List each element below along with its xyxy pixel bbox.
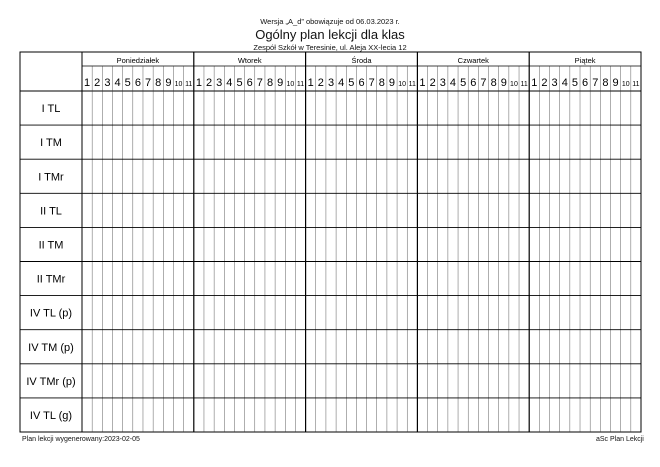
period-number: 9 [165,77,172,89]
day-label: Czwartek [457,56,489,65]
period-number: 5 [124,77,131,89]
period-number: 5 [236,77,243,89]
period-number: 9 [277,77,284,89]
period-number: 6 [470,77,477,89]
period-number: 8 [378,77,385,89]
period-number: 8 [155,77,162,89]
class-label: II TMr [36,273,66,286]
period-number: 9 [388,77,396,89]
period-number: 10 [621,81,630,88]
period-number: 2 [541,77,548,89]
period-number: 2 [94,77,101,89]
class-label: IV TM (p) [28,341,74,354]
class-label: IV TL (p) [29,307,73,320]
period-number: 8 [266,77,274,89]
period-number: 11 [408,81,416,88]
period-number: 6 [582,77,589,89]
generated-date: Plan lekcji wygenerowany:2023-02-05 [22,436,140,443]
period-number: 3 [104,77,111,89]
period-number: 1 [531,77,538,89]
class-label: II TL [40,205,62,218]
period-number: 5 [571,77,578,89]
day-label: Poniedziałek [116,56,160,65]
period-number: 1 [195,77,202,89]
app-name: aSc Plan Lekcji [596,436,644,443]
period-number: 10 [286,81,295,88]
period-number: 3 [216,77,223,89]
day-label: Środa [351,56,372,65]
period-number: 1 [419,77,426,89]
period-number: 3 [439,77,446,89]
period-number: 4 [226,77,233,89]
period-number: 8 [602,77,609,89]
period-number: 2 [429,77,436,89]
period-number: 2 [205,77,213,89]
period-number: 7 [256,77,263,89]
school-name: Zespół Szkół w Teresinie, ul. Aleja XX-lecia 12 [253,43,407,52]
period-number: 11 [520,81,528,88]
period-number: 8 [490,77,497,89]
period-number: 6 [358,77,365,89]
period-number: 3 [551,77,558,89]
grid-border [20,52,641,432]
period-number: 4 [338,77,345,89]
class-label: I TM [40,137,62,150]
day-label: Wtorek [237,56,262,65]
period-number: 3 [327,77,335,89]
class-label: IV TL (g) [29,409,73,422]
period-number: 4 [561,77,568,89]
class-label: I TL [41,103,61,116]
period-number: 10 [510,81,518,88]
period-number: 7 [480,77,487,89]
period-number: 11 [185,81,193,88]
class-label: II TM [38,239,64,252]
period-number: 1 [84,77,91,89]
period-number: 7 [368,77,375,89]
page-title: Ogólny plan lekcji dla klas [255,27,405,42]
day-label: Piątek [574,56,596,65]
period-number: 2 [317,77,324,89]
period-number: 6 [134,77,141,89]
period-number: 5 [348,77,355,89]
period-number: 7 [145,77,152,89]
period-number: 11 [296,81,305,88]
period-number: 1 [307,77,314,89]
period-number: 6 [246,77,253,89]
period-number: 10 [398,81,407,88]
period-number: 9 [612,77,619,89]
period-number: 5 [460,77,467,89]
period-number: 4 [449,77,457,89]
period-number: 7 [592,77,599,89]
period-number: 9 [500,77,507,89]
period-number: 11 [632,81,640,88]
version-note: Wersja „A_d” obowiązuje od 06.03.2023 r. [260,17,400,26]
class-label: I TMr [38,171,64,184]
class-label: IV TMr (p) [26,375,76,388]
period-number: 10 [174,81,183,88]
period-number: 4 [114,77,121,89]
